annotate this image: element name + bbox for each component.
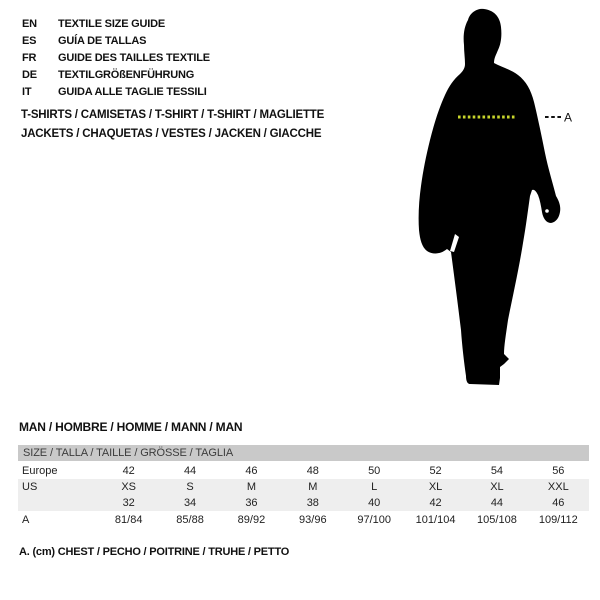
- size-cell: 93/96: [299, 513, 327, 526]
- size-cell: 42: [122, 465, 135, 477]
- size-cell: 105/108: [477, 513, 517, 526]
- size-cell: 34: [159, 495, 220, 511]
- size-table: [18, 445, 589, 528]
- size-cell: M: [221, 479, 282, 495]
- size-cell: 36: [221, 495, 282, 511]
- table-row-us: [18, 479, 589, 495]
- size-cell: S: [159, 479, 220, 495]
- size-cell: 38: [282, 495, 343, 511]
- size-cell: 44: [183, 465, 197, 477]
- language-row: [22, 50, 210, 67]
- size-cell: XL: [466, 479, 527, 495]
- language-code: ES: [22, 35, 37, 47]
- size-cell: XL: [405, 479, 466, 495]
- row-label: Europe: [22, 465, 58, 477]
- category-line-tshirts: T-SHIRTS / CAMISETAS / T-SHIRT / T-SHIRT / MAGLIETTE: [21, 109, 325, 121]
- table-row-chest-a: [18, 511, 589, 528]
- size-table-header-row: [18, 445, 589, 463]
- size-cell: XS: [98, 479, 159, 495]
- language-title-list: [22, 16, 210, 101]
- size-cell: 54: [490, 465, 504, 477]
- size-cell: 97/100: [357, 513, 392, 526]
- language-code: EN: [22, 18, 37, 30]
- size-cell: 89/92: [237, 513, 266, 526]
- measurement-footnote: A. (cm) CHEST / PECHO / POITRINE / TRUHE / PETTO: [19, 546, 290, 558]
- section-title-man: MAN / HOMBRE / HOMME / MANN / MAN: [19, 420, 243, 434]
- language-row: [22, 16, 210, 33]
- language-title: TEXTILGRÖßENFÜHRUNG: [58, 69, 195, 81]
- size-cell: 44: [466, 495, 527, 511]
- category-line-jackets: JACKETS / CHAQUETAS / VESTES / JACKEN / GIACCHE: [21, 127, 322, 140]
- man-silhouette-shape: [419, 9, 561, 385]
- language-title: GUÍA DE TALLAS: [58, 35, 147, 47]
- size-cell: M: [282, 479, 343, 495]
- size-cell: L: [344, 479, 405, 495]
- language-code: IT: [22, 86, 32, 98]
- row-label: A: [22, 513, 30, 526]
- size-cell: 50: [368, 465, 381, 477]
- man-silhouette-svg: [400, 0, 600, 400]
- table-row-europe: [18, 463, 589, 479]
- size-cell: 56: [552, 465, 565, 477]
- language-row: [22, 67, 210, 84]
- thumb-notch: [545, 209, 549, 213]
- size-cell: 46: [245, 465, 258, 477]
- language-row: [22, 84, 210, 101]
- size-cell: 101/104: [415, 513, 456, 526]
- garment-category-list: [21, 106, 324, 143]
- table-row-numeric: [18, 495, 589, 511]
- language-code: FR: [22, 52, 37, 64]
- size-cell: 85/88: [176, 513, 204, 526]
- size-cell: 109/112: [538, 513, 578, 526]
- row-label: US: [18, 479, 98, 495]
- size-cell: 46: [528, 495, 589, 511]
- size-cell: 48: [306, 465, 319, 477]
- language-title: GUIDE DES TAILLES TEXTILE: [58, 52, 210, 64]
- size-table-header: SIZE / TALLA / TAILLE / GRÖSSE / TAGLIA: [18, 445, 589, 463]
- size-cell: 52: [429, 465, 442, 477]
- size-cell: 40: [344, 495, 405, 511]
- measure-label-a: A: [564, 110, 573, 125]
- row-label: [18, 495, 98, 511]
- size-cell: 32: [98, 495, 159, 511]
- size-cell: 42: [405, 495, 466, 511]
- size-cell: 81/84: [114, 513, 143, 526]
- language-row: [22, 33, 210, 50]
- language-code: DE: [22, 69, 37, 81]
- language-title: TEXTILE SIZE GUIDE: [58, 18, 166, 30]
- size-cell: XXL: [528, 479, 589, 495]
- man-silhouette-figure: [400, 0, 600, 400]
- language-title: GUIDA ALLE TAGLIE TESSILI: [58, 86, 207, 98]
